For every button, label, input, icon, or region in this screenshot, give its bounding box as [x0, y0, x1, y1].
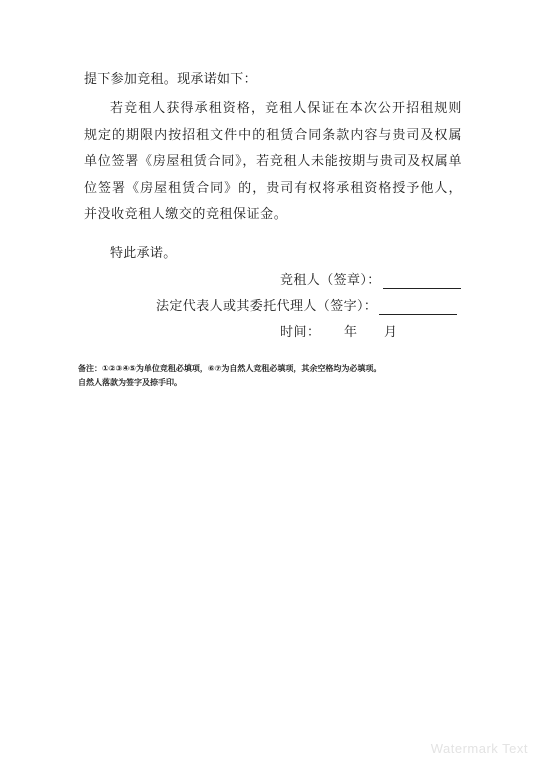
bidder-signature-row: [280, 273, 461, 289]
representative-signature-blank: [379, 302, 457, 315]
remarks-line-2: 自然人落款为签字及捺手印。: [78, 378, 182, 387]
date-row: [280, 325, 397, 341]
year-label: 年: [344, 325, 358, 340]
month-label: 月: [384, 325, 398, 340]
commitment-paragraph: 若竞租人获得承租资格，竞租人保证在本次公开招租规则规定的期限内按招租文件中的租赁合同条款内容与贵司及权属单位签署《房屋租赁合同》，若竞租人未能按期与贵司及权属单位签署《房屋租赁合同》的，贵司有权将承租资格授予他人，并没收竞租人缴交的竞租保证金。: [84, 101, 462, 222]
closing-statement: 特此承诺。: [110, 246, 177, 261]
representative-signature-row: [156, 299, 457, 315]
remarks-line-1: 备注：①②③④⑤为单位竞租必填项，⑥⑦为自然人竞租必填项，其余空格均为必填项。: [78, 364, 382, 373]
opening-line: 提下参加竞租。现承诺如下：: [84, 72, 257, 87]
remarks-note: [78, 362, 478, 390]
watermark: Watermark Text: [430, 741, 528, 756]
date-label: 时间：: [280, 325, 321, 340]
bidder-signature-label: 竞租人（签章）：: [280, 273, 381, 288]
bidder-signature-blank: [383, 276, 461, 289]
representative-signature-label: 法定代表人或其委托代理人（签字）：: [156, 299, 378, 314]
